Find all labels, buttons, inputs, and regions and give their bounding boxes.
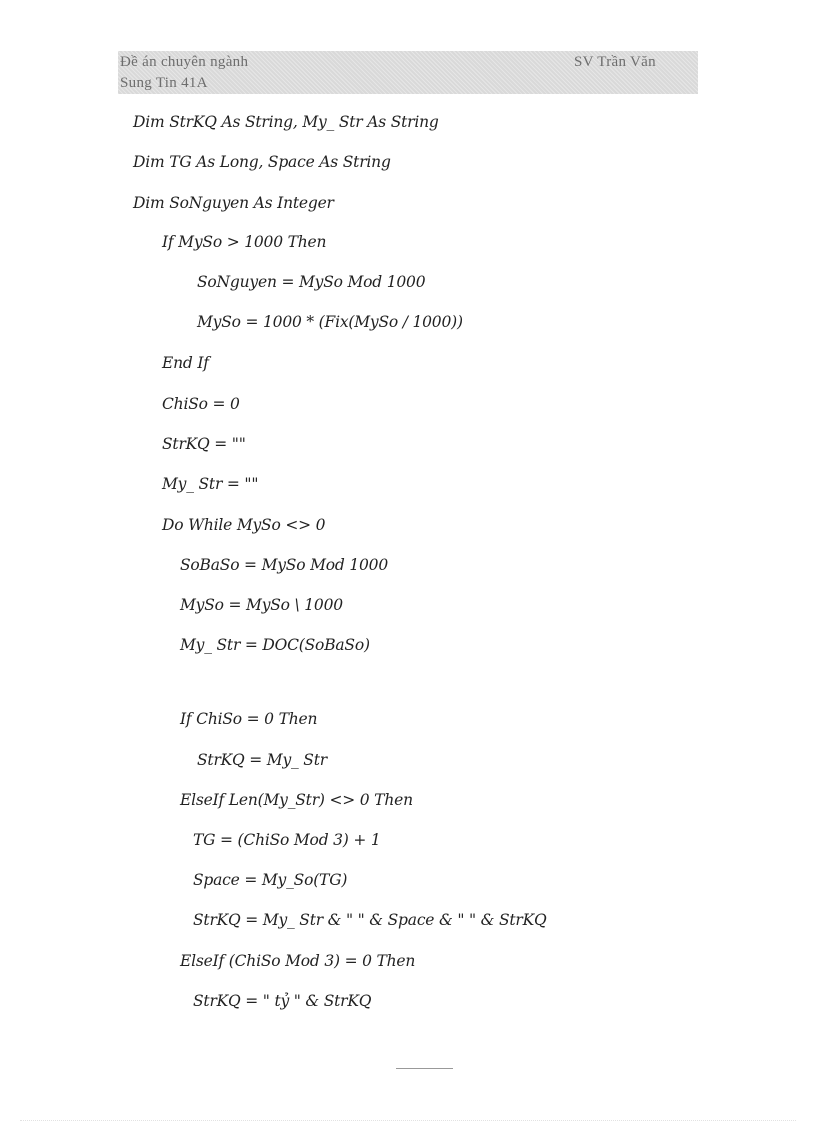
code-line: MySo = 1000 * (Fix(MySo / 1000))	[197, 313, 463, 331]
code-line: If MySo > 1000 Then	[162, 233, 327, 251]
page-bottom-edge	[20, 1120, 796, 1121]
code-line: Do While MySo <> 0	[162, 516, 326, 534]
code-line: SoNguyen = MySo Mod 1000	[197, 273, 426, 291]
code-line: StrKQ = My_ Str	[197, 751, 327, 769]
code-line: If ChiSo = 0 Then	[180, 710, 318, 728]
code-line: Dim StrKQ As String, My_ Str As String	[133, 113, 439, 131]
header-course-title: Đề án chuyên ngành	[120, 54, 249, 70]
code-line: Space = My_So(TG)	[193, 871, 348, 889]
code-line: StrKQ = My_ Str & " " & Space & " " & StrKQ	[193, 911, 547, 929]
code-line: Dim SoNguyen As Integer	[133, 194, 334, 212]
code-line: TG = (ChiSo Mod 3) + 1	[193, 831, 381, 849]
code-line: StrKQ = " tỷ " & StrKQ	[193, 992, 372, 1010]
code-line: My_ Str = DOC(SoBaSo)	[180, 636, 370, 654]
header-student-class: Sung Tin 41A	[120, 75, 208, 91]
code-line: ElseIf (ChiSo Mod 3) = 0 Then	[180, 952, 416, 970]
code-line: MySo = MySo \ 1000	[180, 596, 343, 614]
code-line: My_ Str = ""	[162, 475, 259, 493]
header-student-name: SV Trần Văn	[574, 54, 656, 70]
code-line: ElseIf Len(My_Str) <> 0 Then	[180, 791, 413, 809]
code-line: SoBaSo = MySo Mod 1000	[180, 556, 388, 574]
code-line: End If	[162, 354, 209, 372]
code-line: StrKQ = ""	[162, 435, 246, 453]
code-line: ChiSo = 0	[162, 395, 240, 413]
footer-divider	[396, 1068, 453, 1069]
code-line: Dim TG As Long, Space As String	[133, 153, 391, 171]
